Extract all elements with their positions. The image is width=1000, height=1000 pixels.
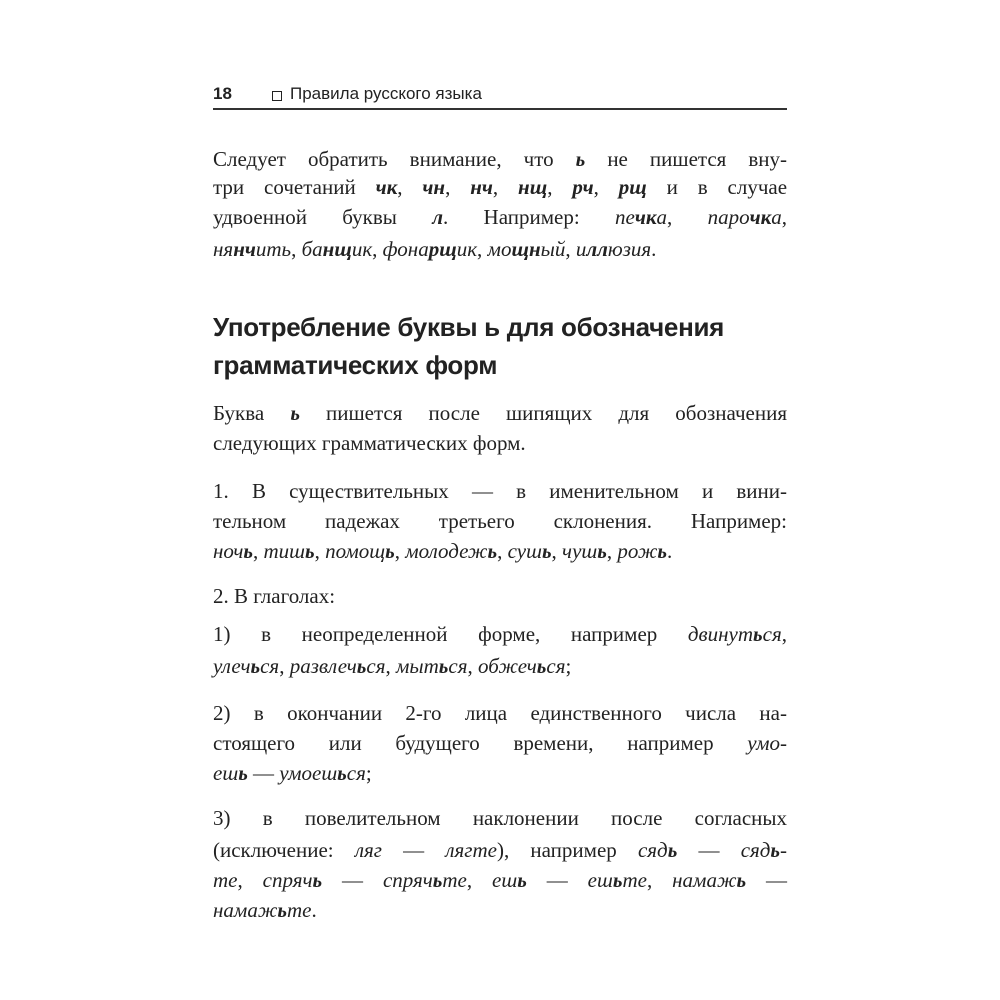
example-text: спряч [382,868,433,892]
example-text: лягте [445,838,497,862]
text-run: , [547,175,573,199]
text-run: , [497,539,508,563]
example-text: ляг [354,838,382,862]
header-rule [213,108,787,110]
text-run: , [385,654,396,678]
text-line [213,866,787,894]
example-text: ь [312,868,323,892]
example-text: те [213,868,238,892]
example-text: ик [351,237,373,261]
example-text: ь [667,838,678,862]
text-run: , [477,237,488,261]
text-run: , [237,868,263,892]
example-text: помощ [325,539,386,563]
text-run: , [314,539,326,563]
text-line [213,729,787,757]
example-text: те [442,868,467,892]
example-text: ь [575,147,586,171]
text-run: , [667,205,708,229]
example-text: рщ [428,237,457,261]
example-text: ик [456,237,478,261]
example-text: еш [492,868,518,892]
example-text: ь [736,868,747,892]
text-line [213,537,787,565]
example-text: ь [597,539,607,563]
text-line [213,429,787,457]
example-text: ь [290,401,300,425]
text-run: тельном падежах третьего склонения. Например: [213,509,787,533]
example-text: ь [305,539,315,563]
text-run: 1. В существительных — в именительном и вини- [213,479,787,503]
example-text: ь [541,539,552,563]
example-text: развлеч [289,654,357,678]
example-text: ь [612,868,623,892]
text-run: — [381,838,446,862]
text-run: , [466,868,493,892]
text-run: Следует обратить внимание, что [213,147,576,171]
text-run: Буква [213,401,291,425]
example-text: мо [487,237,512,261]
example-text: лл [586,237,608,261]
example-text: рщ [618,175,647,199]
text-run: , [372,237,383,261]
text-run: не пишется вну- [585,147,788,171]
text-run: . Например: [442,205,615,229]
example-text: ь [277,898,287,922]
text-run: 2. В глаголах: [213,584,336,608]
text-run: , [781,622,787,646]
example-text: ноч [213,539,244,563]
text-run: , [279,654,290,678]
text-run: 1) в неопределенной форме, например [213,622,688,646]
example-text: ся [346,761,366,785]
example-text: те [286,898,312,922]
example-text: двинут [687,622,754,646]
example-text: чуш [562,539,598,563]
text-run: . [651,237,657,261]
example-text: ь [385,539,395,563]
example-text: чн [422,175,446,199]
text-run: , [551,539,563,563]
text-run: 2) в окончании 2-го лица единственного числа на- [213,701,787,725]
text-run: ; [365,761,372,785]
example-text: ь [657,539,667,563]
text-line [213,399,787,427]
example-text: ся [546,654,566,678]
example-text: ь [487,539,498,563]
example-text: ся [366,654,386,678]
text-run: ), например [496,838,638,862]
example-text: ь [753,622,763,646]
example-text: а [771,205,782,229]
example-text: ся [762,622,782,646]
text-run: пишется после шипящих для обозначения [299,401,787,425]
text-run: — [526,868,588,892]
text-line [213,836,787,864]
running-title: Правила русского языка [290,84,482,103]
page-number: 18 [213,84,232,103]
text-line [213,477,787,505]
example-text: ь [238,761,248,785]
example-text: ся [448,654,468,678]
example-text: нч [470,175,493,199]
example-text: умоеш [279,761,338,785]
example-text: чк [375,175,398,199]
text-line [213,896,787,924]
example-text: суш [507,539,542,563]
example-text: сяд [637,838,668,862]
example-text: щн [511,237,541,261]
text-run: , [565,237,576,261]
text-line [213,235,787,263]
example-text: еш [213,761,239,785]
text-run: , [492,175,519,199]
example-text: нщ [518,175,548,199]
example-text: и [575,237,587,261]
text-run: , [606,539,618,563]
example-text: ь [438,654,449,678]
text-run: , [445,175,471,199]
example-text: - [780,838,788,862]
example-text: ь [243,539,254,563]
text-run: , [394,539,406,563]
text-run: три сочетаний [213,175,376,199]
example-text: умо- [747,731,787,755]
example-text: сяд [740,838,771,862]
section-heading-line-2: грамматических форм [213,350,498,380]
text-run: — [746,868,788,892]
example-text: спряч [262,868,313,892]
example-text: еш [587,868,613,892]
example-text: ый [540,237,566,261]
text-line [213,173,787,201]
text-run: , [397,175,423,199]
example-text: обжеч [477,654,537,678]
section-heading-line-1: Употребление буквы ь для обозначения [213,312,725,342]
text-run: удвоенной буквы [213,205,433,229]
text-run: стоящего или будущего времени, например [213,731,748,755]
example-text: улеч [213,654,251,678]
example-text: пе [615,205,635,229]
text-run: ; [565,654,572,678]
text-run: — [247,761,280,785]
text-line [213,620,787,648]
example-text: ба [301,237,323,261]
example-text: ся [260,654,280,678]
example-text: ить [255,237,292,261]
text-run: , [593,175,619,199]
example-text: ня [213,237,234,261]
text-line [213,759,787,787]
text-run: — [322,868,383,892]
example-text: ь [250,654,261,678]
example-text: ь [770,838,781,862]
example-text: рч [572,175,594,199]
text-line [213,582,787,610]
text-run: , [646,868,673,892]
text-run: , [781,205,787,229]
example-text: ь [356,654,367,678]
text-line [213,804,787,832]
text-run: 3) в повелительном наклонении после согласных [213,806,787,830]
example-text: рож [617,539,658,563]
text-run: следующих грамматических форм. [213,431,526,455]
text-run: . [311,898,317,922]
example-text: ь [517,868,527,892]
example-text: молодеж [405,539,488,563]
example-text: чк [634,205,657,229]
example-text: чк [749,205,772,229]
text-run: и в случае [646,175,788,199]
example-text: тиш [263,539,306,563]
example-text: намаж [213,898,278,922]
text-run: (исключение: [213,838,355,862]
example-text: ь [536,654,547,678]
example-text: а [656,205,667,229]
example-text: мыт [395,654,439,678]
example-text: ь [432,868,443,892]
example-text: фона [382,237,429,261]
text-line [213,145,787,173]
example-text: л [432,205,443,229]
text-line [213,507,787,535]
text-run: — [677,838,741,862]
example-text: нч [233,237,256,261]
square-bullet-icon [272,91,282,101]
text-line [213,652,787,680]
text-line [213,203,787,231]
example-text: намаж [672,868,737,892]
example-text: нщ [322,237,352,261]
text-run: , [291,237,302,261]
example-text: юзия [607,237,652,261]
text-line [213,699,787,727]
text-run: , [253,539,264,563]
example-text: те [622,868,647,892]
example-text: ь [337,761,347,785]
text-run: . [666,539,673,563]
example-text: паро [707,205,750,229]
text-run: , [467,654,478,678]
